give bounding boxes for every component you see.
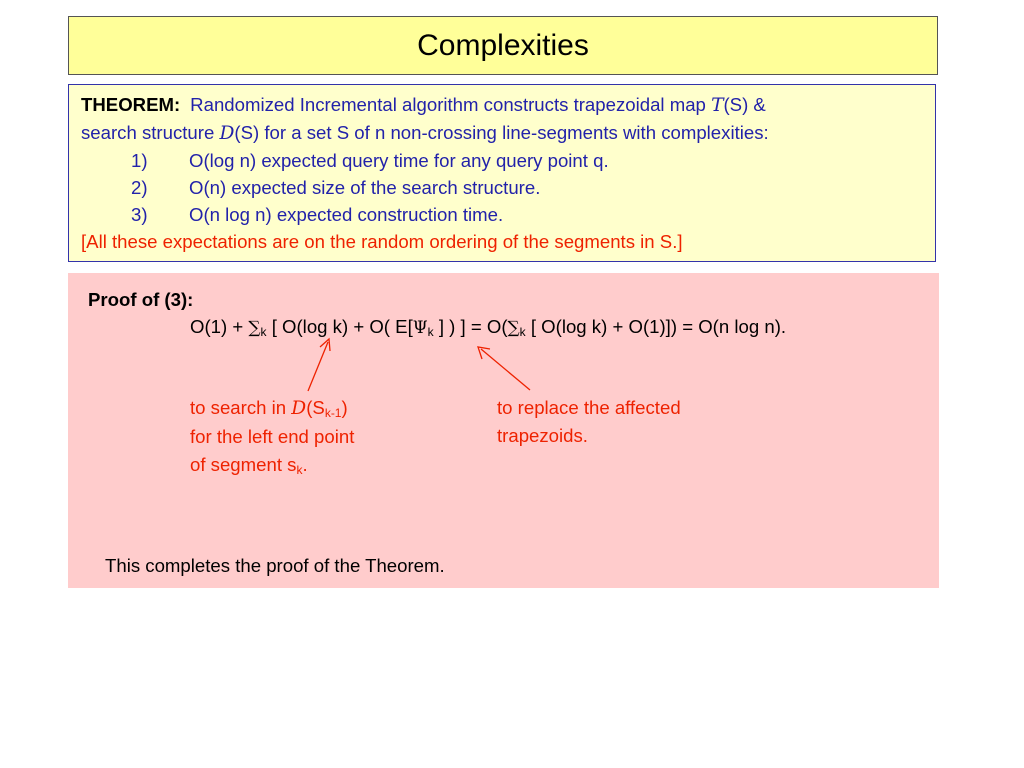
anno-text: . [302,454,308,475]
eq-part: O(1) + [190,316,249,337]
theorem-label: THEOREM: [81,94,181,115]
anno-text: (S [306,397,325,418]
slide-title: Complexities [417,28,589,62]
sum-symbol: ∑ [507,318,520,338]
theorem-item [81,201,925,228]
annotation-replace-line-1: to replace the affected [497,397,681,418]
theorem-line1-text: Randomized Incremental algorithm constructs trapezoidal map [190,94,706,115]
anno-subscript: k [296,463,303,477]
eq-part: [ O(log k) + O( E[ [266,316,413,337]
psi-symbol: Ψ [412,318,428,338]
title-box [68,16,938,75]
annotation-search [190,394,354,479]
theorem-item [81,147,925,174]
proof-title: Proof of (3): [88,289,194,310]
search-symbol: D [291,398,307,419]
theorem-item [81,174,925,201]
item-number: 1) [131,150,148,171]
right-arrow-head [478,347,490,359]
annotation-replace [497,394,681,450]
theorem-line2-text: search structure [81,122,215,143]
search-symbol: D [219,123,235,144]
map-symbol: T [711,95,724,116]
item-text: O(n) expected size of the search structure. [189,177,541,198]
theorem-note: [All these expectations are on the random ordering of the segments in S.] [81,231,683,252]
anno-subscript: k-1 [324,406,342,420]
item-number: 2) [131,177,148,198]
proof-conclusion: This completes the proof of the Theorem. [105,555,445,576]
right-arrow-line [481,349,530,390]
item-number: 3) [131,204,148,225]
eq-subscript: k [260,325,267,339]
item-text: O(n log n) expected construction time. [189,204,504,225]
sum-symbol: ∑ [248,318,261,338]
item-text: O(log n) expected query time for any query point q. [189,150,609,171]
anno-text: ) [341,397,348,418]
annotation-search-line-1 [190,394,354,423]
left-arrow-line [308,342,328,391]
anno-text: to search in [190,397,292,418]
annotation-replace-line-2: trapezoids. [497,425,588,446]
theorem-line1-end: (S) & [723,94,766,115]
theorem-line-2 [81,119,925,147]
eq-subscript: k [427,325,434,339]
theorem-line2-end: (S) for a set S of n non-crossing line-segments with complexities: [234,122,769,143]
proof-box [68,273,939,588]
annotation-search-line-3 [190,451,354,479]
anno-text: of segment s [190,454,297,475]
theorem-line-1 [81,91,925,119]
eq-part: [ O(log k) + O(1)]) = O(n log n). [525,316,787,337]
theorem-box [68,84,936,262]
annotation-search-line-2: for the left end point [190,426,355,447]
eq-subscript: k [519,325,526,339]
eq-part: ] ) ] = O( [433,316,508,337]
